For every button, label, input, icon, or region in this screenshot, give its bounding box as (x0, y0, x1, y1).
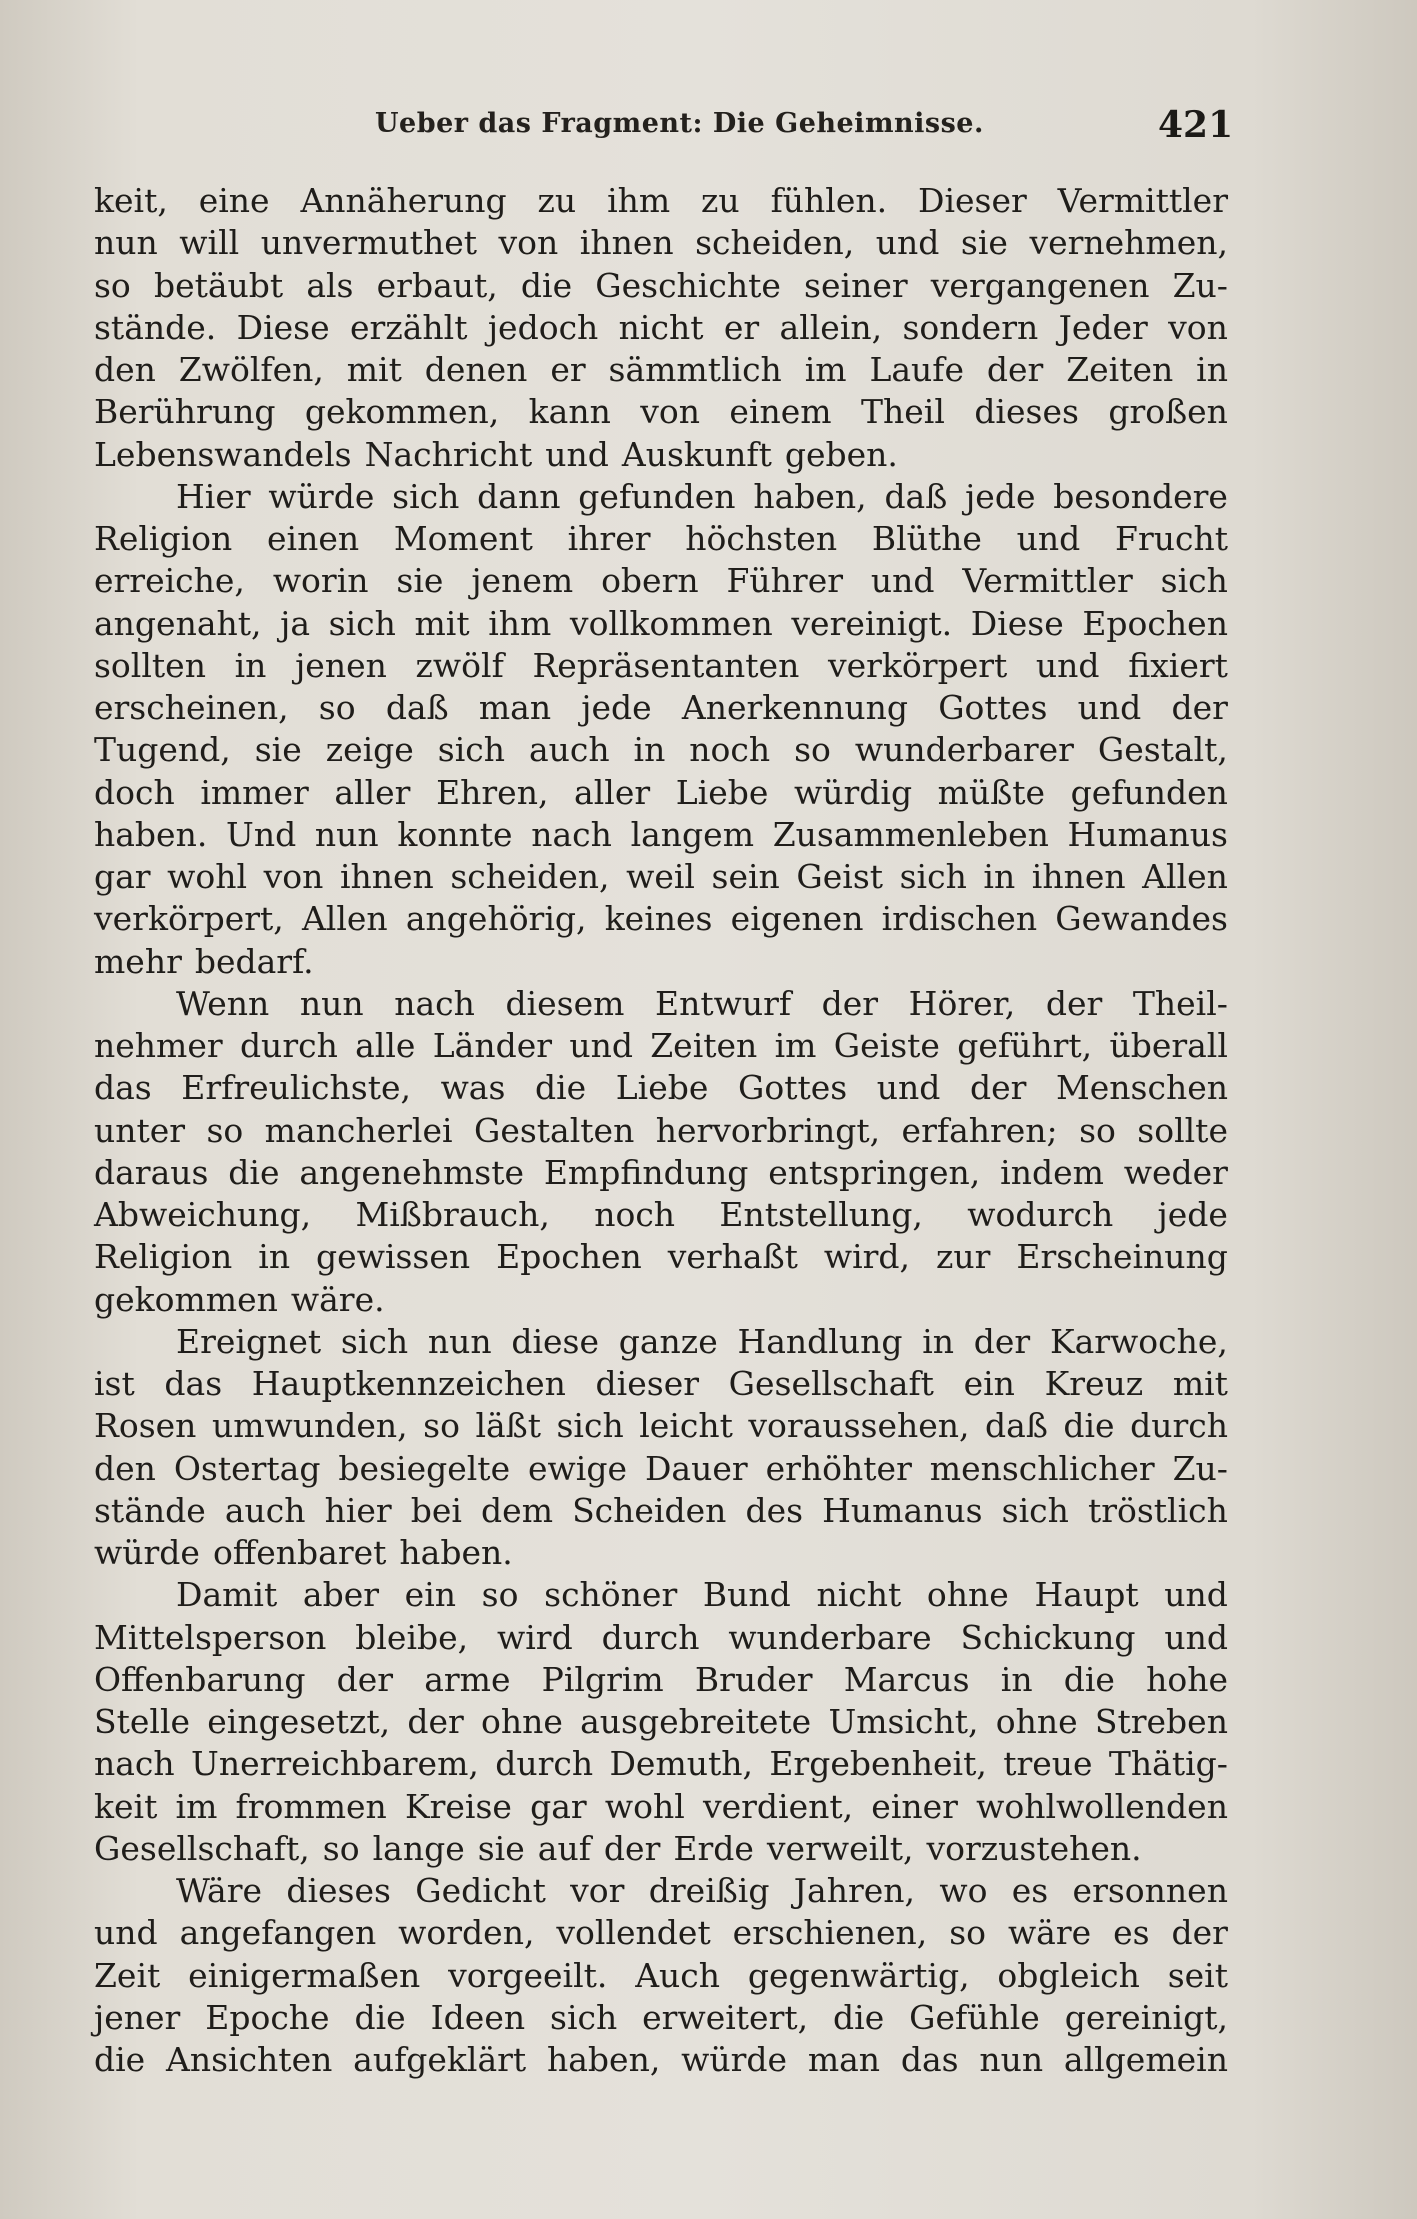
text-line: keit, eine Annäherung zu ihm zu fühlen. Dieser Vermittler (94, 181, 1228, 220)
text-line: mehr bedarf. (94, 941, 314, 981)
text-line: stände. Diese erzählt jedoch nicht er allein, sondern Jeder von (94, 307, 1228, 347)
text-line: den Ostertag besiegelte ewige Dauer erhöhter menschlicher Zu- (94, 1448, 1228, 1488)
text-line: verkörpert, Allen angehörig, keines eigenen irdischen Gewandes (94, 899, 1228, 939)
text-line: nach Unerreichbarem, durch Demuth, Ergebenheit, treue Thätig- (94, 1744, 1228, 1784)
text-line: Wenn nun nach diesem Entwurf der Hörer, der Theil- (176, 983, 1228, 1023)
text-line: angenaht, ja sich mit ihm vollkommen vereinigt. Diese Epochen (94, 603, 1228, 643)
text-line: Gesellschaft, so lange sie auf der Erde verweilt, vorzustehen. (94, 1828, 1142, 1868)
text-line: Wäre dieses Gedicht vor dreißig Jahren, wo es ersonnen (176, 1871, 1228, 1910)
text-line: und angefangen worden, vollendet erschienen, so wäre es der (94, 1913, 1228, 1953)
text-line: keit im frommen Kreise gar wohl verdient, einer wohlwollenden (94, 1786, 1228, 1826)
text-line: Offenbarung der arme Pilgrim Bruder Marcus in die hohe (94, 1659, 1228, 1699)
text-line: doch immer aller Ehren, aller Liebe würdig müßte gefunden (94, 772, 1228, 812)
text-line: Mittelsperson bleibe, wird durch wunderbare Schickung und (94, 1617, 1228, 1657)
text-line: stände auch hier bei dem Scheiden des Humanus sich tröstlich (94, 1490, 1228, 1530)
text-line: sollten in jenen zwölf Repräsentanten verkörpert und fixiert (94, 645, 1228, 685)
text-line: Tugend, sie zeige sich auch in noch so wunderbarer Gestalt, (94, 730, 1228, 770)
text-line: Berührung gekommen, kann von einem Theil dieses großen (94, 392, 1228, 432)
text-line: den Zwölfen, mit denen er sämmtlich im Laufe der Zeiten in (94, 350, 1228, 389)
text-line: nehmer durch alle Länder und Zeiten im Geiste geführt, überall (94, 1026, 1228, 1065)
text-line: die Ansichten aufgeklärt haben, würde man das nun allgemein (94, 2040, 1228, 2079)
text-line: gekommen wäre. (94, 1279, 385, 1319)
text-line: gar wohl von ihnen scheiden, weil sein Geist sich in ihnen Allen (94, 857, 1228, 896)
text-line: so betäubt als erbaut, die Geschichte seiner vergangenen Zu- (94, 265, 1228, 305)
page-number: 421 (1158, 104, 1234, 146)
text-line: erreiche, worin sie jenem obern Führer und Vermittler sich (94, 561, 1228, 601)
text-line: Hier würde sich dann gefunden haben, daß jede besondere (176, 476, 1228, 516)
running-title: Ueber das Fragment: Die Geheimnisse. (375, 108, 984, 139)
text-line: Rosen umwunden, so läßt sich leicht voraussehen, daß die durch (94, 1406, 1228, 1446)
text-line: würde offenbaret haben. (94, 1533, 513, 1572)
text-line: Religion in gewissen Epochen verhaßt wird, zur Erscheinung (94, 1237, 1228, 1277)
text-line: nun will unvermuthet von ihnen scheiden, und sie vernehmen, (94, 223, 1228, 263)
text-line: jener Epoche die Ideen sich erweitert, die Gefühle gereinigt, (94, 1997, 1228, 2037)
text-line: erscheinen, so daß man jede Anerkennung Gottes und der (94, 688, 1228, 727)
text-line: Damit aber ein so schöner Bund nicht ohne Haupt und (176, 1575, 1228, 1615)
text-line: Stelle eingesetzt, der ohne ausgebreitete Umsicht, ohne Streben (94, 1702, 1228, 1741)
body-text (94, 180, 1228, 2081)
text-line: das Erfreulichste, was die Liebe Gottes und der Menschen (94, 1068, 1228, 1108)
text-line: ist das Hauptkennzeichen dieser Gesellschaft ein Kreuz mit (94, 1364, 1228, 1403)
text-line: Zeit einigermaßen vorgeeilt. Auch gegenwärtig, obgleich seit (94, 1955, 1228, 1995)
text-line: haben. Und nun konnte nach langem Zusammenleben Humanus (94, 814, 1228, 854)
text-line: Abweichung, Mißbrauch, noch Entstellung, wodurch jede (94, 1195, 1228, 1234)
text-line: unter so mancherlei Gestalten hervorbringt, erfahren; so sollte (94, 1110, 1228, 1150)
text-line: Religion einen Moment ihrer höchsten Blüthe und Frucht (94, 519, 1228, 558)
text-line: Lebenswandels Nachricht und Auskunft geben. (94, 434, 898, 474)
text-line: daraus die angenehmste Empfindung entspringen, indem weder (94, 1152, 1228, 1192)
text-line: Ereignet sich nun diese ganze Handlung in der Karwoche, (176, 1321, 1228, 1361)
